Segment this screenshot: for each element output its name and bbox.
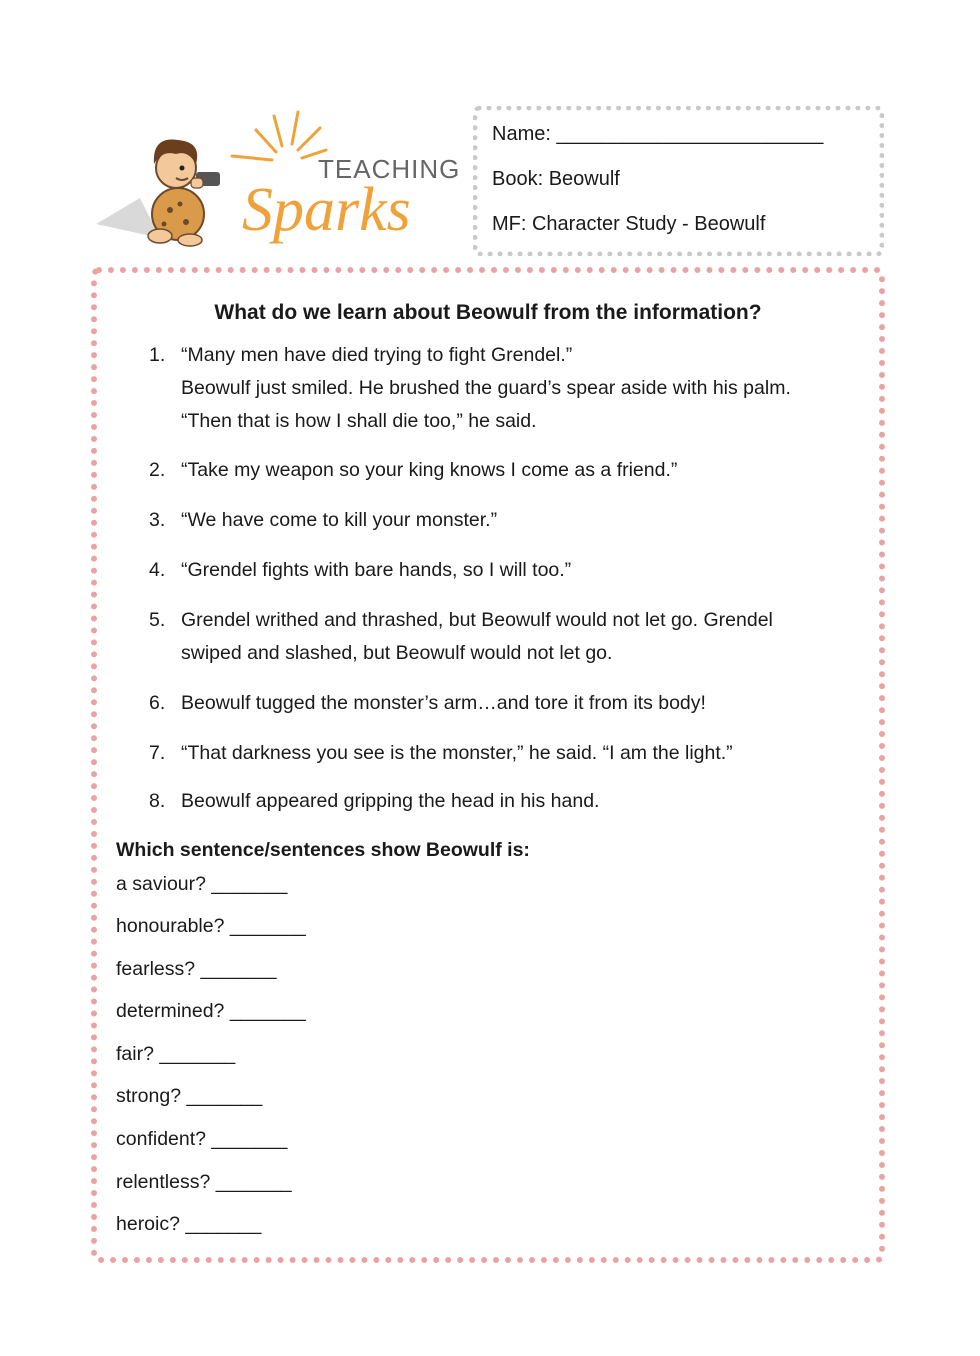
worksheet-title: What do we learn about Beowulf from the information? [214,301,762,324]
student-info-box [473,106,884,256]
question-item [149,454,677,487]
question-text: Grendel writhed and thrashed, but Beowulf would not let go. Grendel swiped and slashed, but Beowulf would not let go. [181,609,773,664]
question-text: “That darkness you see is the monster,” he said. “I am the light.” [181,742,733,764]
question-text: Beowulf tugged the monster’s arm…and tore it from its body! [181,692,706,714]
question-number: 2. [149,459,166,481]
trait-answer-line[interactable]: strong? _______ [116,1085,263,1107]
trait-answer-line[interactable]: honourable? _______ [116,915,306,937]
question-number: 7. [149,742,166,764]
question-number: 8. [149,790,166,812]
question-item [149,554,571,587]
logo-teaching-text: TEACHING [318,154,458,184]
trait-answer-line[interactable]: fair? _______ [116,1043,236,1065]
caveman-mascot-icon [148,140,220,247]
book-label: Book: Beowulf [492,168,620,190]
question-item [149,339,791,438]
question-text: “Grendel fights with bare hands, so I will too.” [181,559,572,581]
question-number: 6. [149,692,166,714]
traits-prompt: Which sentence/sentences show Beowulf is: [116,839,530,861]
trait-answer-line[interactable]: fearless? _______ [116,958,277,980]
question-item [149,737,733,770]
question-number: 1. [149,344,166,366]
question-number: 4. [149,559,166,581]
sun-rays-icon [232,112,326,160]
logo-sparks-text: Sparks [242,176,411,244]
question-text: Beowulf appeared gripping the head in his hand. [181,790,600,812]
question-text: “Take my weapon so your king knows I come as a friend.” [181,459,678,481]
mf-label: MF: Character Study - Beowulf [492,213,766,235]
question-text: “We have come to kill your monster.” [181,509,498,531]
trait-answer-line[interactable]: heroic? _______ [116,1213,262,1235]
question-item [149,785,599,818]
trait-answer-line[interactable]: relentless? _______ [116,1171,292,1193]
question-number: 3. [149,509,166,531]
worksheet-panel [91,267,885,1263]
teaching-sparks-logo [92,106,458,256]
trait-answer-line[interactable]: a saviour? _______ [116,873,288,895]
question-number: 5. [149,609,166,631]
name-field[interactable]: Name: ________________________ [492,123,824,145]
trait-answer-line[interactable]: determined? _______ [116,1000,306,1022]
question-item [149,687,706,720]
question-item [149,504,497,537]
question-item [149,604,773,670]
trait-answer-line[interactable]: confident? _______ [116,1128,288,1150]
question-text: “Many men have died trying to fight Grendel.” Beowulf just smiled. He brushed the guard’s spear aside with his palm. “Then that is how I shall die too,” he said. [181,344,791,432]
